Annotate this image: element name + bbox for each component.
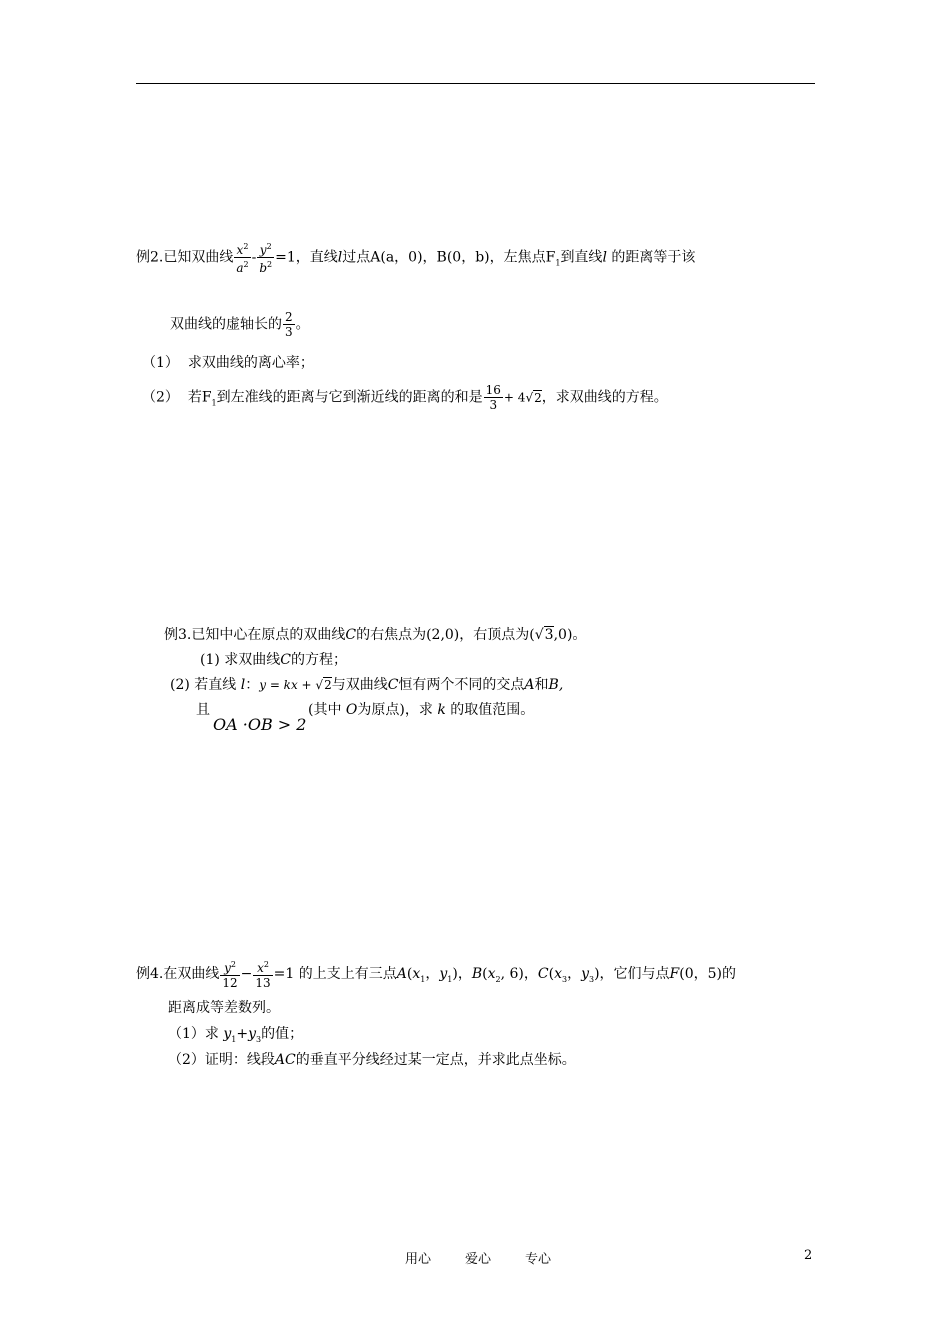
ex4-frac2: $\frac{x^2}{13}$ [255, 960, 271, 990]
ex2-frac3: $\frac{2}{3}$ [285, 310, 293, 339]
ex3-q3-rest: (其中 O为原点)，求 k 的取值范围。 [308, 702, 535, 718]
ex4-line2: 距离成等差数列。 [168, 1000, 280, 1016]
ex3-q3: 且 [196, 702, 210, 718]
ex4-frac1: $\frac{y^2}{12}$ [222, 960, 238, 990]
ex2-line1: 例2.已知双曲线 $\frac{x^2}{a^2}$ - $\frac{y^2}{b^2}$ =1，直线l过点A(a，0)，B(0，b)，左焦点$F_1$到直线l 的距离等于该 [136, 242, 696, 275]
footer-word-3: 专心 [525, 1252, 552, 1267]
ex4-q2: （2）证明：线段AC的垂直平分线经过某一定点，并求此点坐标。 [168, 1052, 576, 1068]
line-l: l [337, 249, 343, 266]
header-rule [136, 83, 815, 84]
ex3-line1: 例3.已知中心在原点的双曲线C的右焦点为(2,0)，右顶点为(√3,0)。 [164, 627, 587, 643]
ex2-frac2: $\frac{y^2}{b^2}$ [259, 242, 273, 275]
ex3-q2: (2) 若直线 l：y = kx + √2与双曲线C恒有两个不同的交点A和B, [170, 677, 564, 693]
ex4-line1: 例4.在双曲线 $\frac{y^2}{12}$ − $\frac{x^2}{13}$ =1 的上支上有三点$A(x_1$，$y_1$)，$B(x_2$, 6)，$C(x_3$，$y_3$)，它们与点F(0，5)的 [136, 960, 737, 990]
ex2-q2-frac: $\frac{16}{3}$ [485, 383, 501, 412]
footer [405, 1248, 585, 1267]
ex4-q1: （1）求 $y_1+y_3$的值； [168, 1026, 304, 1044]
ex2-q1: （1） 求双曲线的离心率； [142, 355, 314, 371]
ex3-q1: (1) 求双曲线C的方程； [200, 652, 347, 668]
page-number: 2 [804, 1248, 813, 1263]
ex2-frac1: $\frac{x^2}{a^2}$ [236, 242, 249, 275]
footer-word-1: 用心 [405, 1252, 432, 1267]
ex3-dot-formula: OA ·OB > 2 [213, 715, 307, 734]
ex2-line2: 双曲线的虚轴长的 $\frac{2}{3}$ 。 [170, 310, 310, 339]
footer-word-2: 爱心 [465, 1252, 492, 1267]
line-l-2: l [602, 249, 607, 266]
ex2-q2: （2） 若$F_1$到左准线的距离与它到渐近线的距离的和是 $\frac{16}{3}$ + 4√2，求双曲线的方程。 [142, 383, 668, 412]
ex2-prefix: 例2.已知双曲线 [136, 249, 234, 266]
